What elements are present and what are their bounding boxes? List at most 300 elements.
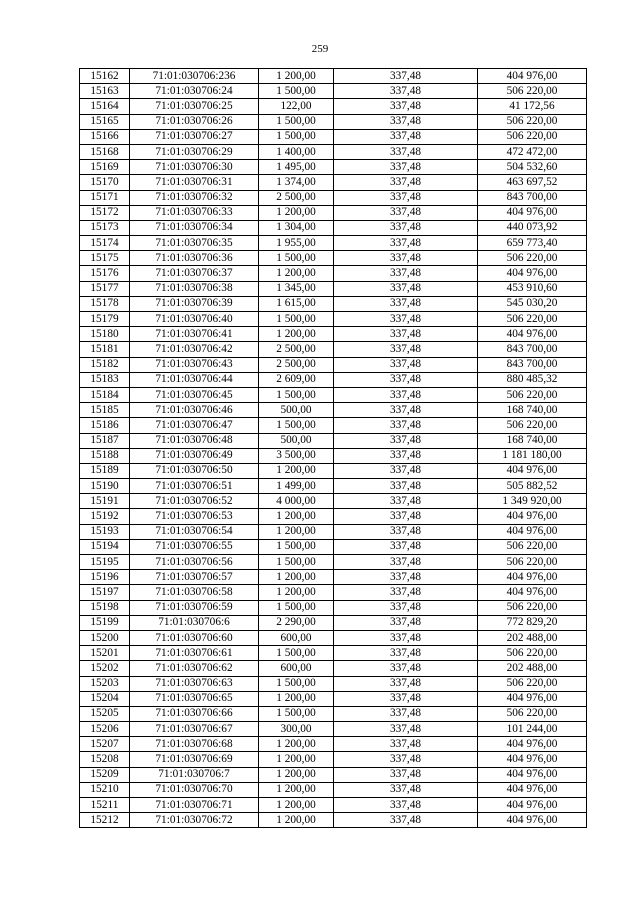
table-row [80,448,587,463]
rate-cell: 337,48 [334,327,478,342]
table-row [80,205,587,220]
rate-cell: 337,48 [334,615,478,630]
table-row [80,281,587,296]
table-row [80,752,587,767]
value-cell: 404 976,00 [478,585,587,600]
rate-cell: 337,48 [334,69,478,84]
area-cell: 2 500,00 [259,190,334,205]
area-cell: 1 500,00 [259,418,334,433]
value-cell: 880 485,32 [478,372,587,387]
area-cell: 2 500,00 [259,342,334,357]
row-number-cell: 15205 [80,706,130,721]
area-cell: 1 200,00 [259,524,334,539]
row-number-cell: 15210 [80,782,130,797]
row-number-cell: 15165 [80,114,130,129]
area-cell: 600,00 [259,661,334,676]
row-number-cell: 15198 [80,600,130,615]
value-cell: 202 488,00 [478,630,587,645]
rate-cell: 337,48 [334,737,478,752]
area-cell: 1 500,00 [259,387,334,402]
cadastral-number-cell: 71:01:030706:54 [130,524,259,539]
cadastral-number-cell: 71:01:030706:68 [130,737,259,752]
table-row [80,312,587,327]
cadastral-number-cell: 71:01:030706:72 [130,813,259,828]
table-row [80,175,587,190]
cadastral-number-cell: 71:01:030706:69 [130,752,259,767]
table-row [80,630,587,645]
area-cell: 1 500,00 [259,251,334,266]
row-number-cell: 15202 [80,661,130,676]
rate-cell: 337,48 [334,236,478,251]
cadastral-number-cell: 71:01:030706:7 [130,767,259,782]
area-cell: 1 200,00 [259,798,334,813]
row-number-cell: 15171 [80,190,130,205]
area-cell: 1 200,00 [259,782,334,797]
cadastral-number-cell: 71:01:030706:24 [130,84,259,99]
cadastral-number-cell: 71:01:030706:32 [130,190,259,205]
rate-cell: 337,48 [334,418,478,433]
value-cell: 404 976,00 [478,463,587,478]
rate-cell: 337,48 [334,782,478,797]
value-cell: 41 172,56 [478,99,587,114]
value-cell: 404 976,00 [478,524,587,539]
rate-cell: 337,48 [334,539,478,554]
cadastral-number-cell: 71:01:030706:6 [130,615,259,630]
cadastral-number-cell: 71:01:030706:25 [130,99,259,114]
table-row [80,524,587,539]
area-cell: 1 500,00 [259,84,334,99]
area-cell: 1 200,00 [259,266,334,281]
cadastral-number-cell: 71:01:030706:31 [130,175,259,190]
value-cell: 1 181 180,00 [478,448,587,463]
table-row [80,296,587,311]
value-cell: 506 220,00 [478,251,587,266]
area-cell: 1 500,00 [259,676,334,691]
area-cell: 1 495,00 [259,160,334,175]
value-cell: 404 976,00 [478,266,587,281]
area-cell: 1 615,00 [259,296,334,311]
value-cell: 506 220,00 [478,539,587,554]
rate-cell: 337,48 [334,555,478,570]
cadastral-number-cell: 71:01:030706:48 [130,433,259,448]
rate-cell: 337,48 [334,144,478,159]
value-cell: 404 976,00 [478,570,587,585]
row-number-cell: 15177 [80,281,130,296]
rate-cell: 337,48 [334,220,478,235]
row-number-cell: 15174 [80,236,130,251]
cadastral-number-cell: 71:01:030706:47 [130,418,259,433]
rate-cell: 337,48 [334,646,478,661]
rate-cell: 337,48 [334,433,478,448]
value-cell: 404 976,00 [478,752,587,767]
table-row [80,585,587,600]
cadastral-number-cell: 71:01:030706:55 [130,539,259,554]
area-cell: 1 200,00 [259,585,334,600]
table-row [80,737,587,752]
area-cell: 1 345,00 [259,281,334,296]
cadastral-number-cell: 71:01:030706:35 [130,236,259,251]
area-cell: 1 200,00 [259,767,334,782]
area-cell: 2 500,00 [259,357,334,372]
value-cell: 504 532,60 [478,160,587,175]
rate-cell: 337,48 [334,129,478,144]
table-row [80,798,587,813]
value-cell: 202 488,00 [478,661,587,676]
row-number-cell: 15178 [80,296,130,311]
area-cell: 1 374,00 [259,175,334,190]
table-row [80,266,587,281]
value-cell: 404 976,00 [478,737,587,752]
rate-cell: 337,48 [334,585,478,600]
row-number-cell: 15183 [80,372,130,387]
row-number-cell: 15168 [80,144,130,159]
value-cell: 506 220,00 [478,114,587,129]
row-number-cell: 15181 [80,342,130,357]
row-number-cell: 15163 [80,84,130,99]
row-number-cell: 15172 [80,205,130,220]
table-row [80,767,587,782]
value-cell: 440 073,92 [478,220,587,235]
row-number-cell: 15176 [80,266,130,281]
area-cell: 2 609,00 [259,372,334,387]
area-cell: 1 200,00 [259,69,334,84]
cadastral-number-cell: 71:01:030706:46 [130,403,259,418]
cadastral-number-cell: 71:01:030706:56 [130,555,259,570]
cadastral-number-cell: 71:01:030706:52 [130,494,259,509]
table-row [80,69,587,84]
table-row [80,706,587,721]
rate-cell: 337,48 [334,251,478,266]
rate-cell: 337,48 [334,403,478,418]
area-cell: 1 500,00 [259,555,334,570]
row-number-cell: 15170 [80,175,130,190]
rate-cell: 337,48 [334,190,478,205]
table-row [80,418,587,433]
row-number-cell: 15207 [80,737,130,752]
cadastral-number-cell: 71:01:030706:37 [130,266,259,281]
cadastral-number-cell: 71:01:030706:41 [130,327,259,342]
table-row [80,433,587,448]
table-row [80,813,587,828]
row-number-cell: 15196 [80,570,130,585]
rate-cell: 337,48 [334,99,478,114]
rate-cell: 337,48 [334,357,478,372]
rate-cell: 337,48 [334,722,478,737]
row-number-cell: 15203 [80,676,130,691]
area-cell: 1 200,00 [259,463,334,478]
row-number-cell: 15194 [80,539,130,554]
rate-cell: 337,48 [334,463,478,478]
value-cell: 404 976,00 [478,509,587,524]
cadastral-number-cell: 71:01:030706:51 [130,479,259,494]
table-row [80,403,587,418]
row-number-cell: 15189 [80,463,130,478]
table-row [80,372,587,387]
row-number-cell: 15208 [80,752,130,767]
value-cell: 404 976,00 [478,782,587,797]
cadastral-number-cell: 71:01:030706:53 [130,509,259,524]
rate-cell: 337,48 [334,570,478,585]
area-cell: 3 500,00 [259,448,334,463]
rate-cell: 337,48 [334,509,478,524]
value-cell: 404 976,00 [478,798,587,813]
rate-cell: 337,48 [334,84,478,99]
cadastral-number-cell: 71:01:030706:26 [130,114,259,129]
value-cell: 168 740,00 [478,433,587,448]
table-row [80,129,587,144]
area-cell: 1 400,00 [259,144,334,159]
value-cell: 506 220,00 [478,555,587,570]
area-cell: 2 290,00 [259,615,334,630]
rate-cell: 337,48 [334,479,478,494]
cadastral-number-cell: 71:01:030706:27 [130,129,259,144]
table-row [80,691,587,706]
value-cell: 772 829,20 [478,615,587,630]
value-cell: 404 976,00 [478,767,587,782]
table-row [80,615,587,630]
rate-cell: 337,48 [334,706,478,721]
table-row [80,160,587,175]
cadastral-number-cell: 71:01:030706:40 [130,312,259,327]
row-number-cell: 15186 [80,418,130,433]
area-cell: 1 500,00 [259,539,334,554]
cadastral-number-cell: 71:01:030706:44 [130,372,259,387]
row-number-cell: 15184 [80,387,130,402]
value-cell: 843 700,00 [478,357,587,372]
cadastral-number-cell: 71:01:030706:50 [130,463,259,478]
table-row [80,570,587,585]
row-number-cell: 15192 [80,509,130,524]
cadastral-number-cell: 71:01:030706:71 [130,798,259,813]
cadastral-number-cell: 71:01:030706:30 [130,160,259,175]
row-number-cell: 15173 [80,220,130,235]
value-cell: 506 220,00 [478,84,587,99]
cadastral-number-cell: 71:01:030706:34 [130,220,259,235]
rate-cell: 337,48 [334,600,478,615]
area-cell: 1 500,00 [259,600,334,615]
rate-cell: 337,48 [334,312,478,327]
cadastral-number-cell: 71:01:030706:49 [130,448,259,463]
cadastral-number-cell: 71:01:030706:70 [130,782,259,797]
area-cell: 122,00 [259,99,334,114]
area-cell: 1 200,00 [259,509,334,524]
cadastral-number-cell: 71:01:030706:236 [130,69,259,84]
row-number-cell: 15201 [80,646,130,661]
page-number: 259 [311,43,329,55]
row-number-cell: 15204 [80,691,130,706]
cadastral-number-cell: 71:01:030706:61 [130,646,259,661]
area-cell: 1 200,00 [259,205,334,220]
area-cell: 4 000,00 [259,494,334,509]
table-row [80,555,587,570]
table-row [80,99,587,114]
row-number-cell: 15164 [80,99,130,114]
table-row [80,463,587,478]
table-body [80,69,587,828]
table-row [80,220,587,235]
cadastral-number-cell: 71:01:030706:60 [130,630,259,645]
rate-cell: 337,48 [334,813,478,828]
table-row [80,494,587,509]
cadastral-number-cell: 71:01:030706:65 [130,691,259,706]
row-number-cell: 15185 [80,403,130,418]
value-cell: 506 220,00 [478,646,587,661]
table-row [80,600,587,615]
table-row [80,327,587,342]
value-cell: 463 697,52 [478,175,587,190]
value-cell: 472 472,00 [478,144,587,159]
value-cell: 404 976,00 [478,205,587,220]
cadastral-number-cell: 71:01:030706:39 [130,296,259,311]
area-cell: 1 500,00 [259,312,334,327]
value-cell: 506 220,00 [478,418,587,433]
rate-cell: 337,48 [334,160,478,175]
row-number-cell: 15211 [80,798,130,813]
row-number-cell: 15188 [80,448,130,463]
value-cell: 506 220,00 [478,706,587,721]
value-cell: 506 220,00 [478,676,587,691]
table-row [80,676,587,691]
rate-cell: 337,48 [334,524,478,539]
area-cell: 1 499,00 [259,479,334,494]
cadastral-number-cell: 71:01:030706:63 [130,676,259,691]
table-row [80,144,587,159]
area-cell: 600,00 [259,630,334,645]
row-number-cell: 15190 [80,479,130,494]
area-cell: 1 500,00 [259,706,334,721]
rate-cell: 337,48 [334,387,478,402]
area-cell: 1 200,00 [259,327,334,342]
rate-cell: 337,48 [334,798,478,813]
area-cell: 1 200,00 [259,737,334,752]
cadastral-number-cell: 71:01:030706:45 [130,387,259,402]
area-cell: 1 500,00 [259,129,334,144]
cadastral-number-cell: 71:01:030706:29 [130,144,259,159]
row-number-cell: 15166 [80,129,130,144]
value-cell: 404 976,00 [478,69,587,84]
row-number-cell: 15206 [80,722,130,737]
row-number-cell: 15182 [80,357,130,372]
cadastral-number-cell: 71:01:030706:38 [130,281,259,296]
area-cell: 500,00 [259,433,334,448]
cadastral-number-cell: 71:01:030706:66 [130,706,259,721]
table-row [80,387,587,402]
value-cell: 1 349 920,00 [478,494,587,509]
area-cell: 1 200,00 [259,752,334,767]
cadastral-number-cell: 71:01:030706:57 [130,570,259,585]
cadastral-number-cell: 71:01:030706:67 [130,722,259,737]
value-cell: 843 700,00 [478,190,587,205]
rate-cell: 337,48 [334,266,478,281]
row-number-cell: 15187 [80,433,130,448]
row-number-cell: 15169 [80,160,130,175]
row-number-cell: 15200 [80,630,130,645]
row-number-cell: 15197 [80,585,130,600]
cadastral-number-cell: 71:01:030706:33 [130,205,259,220]
rate-cell: 337,48 [334,661,478,676]
value-cell: 506 220,00 [478,129,587,144]
row-number-cell: 15209 [80,767,130,782]
area-cell: 1 200,00 [259,691,334,706]
area-cell: 1 304,00 [259,220,334,235]
area-cell: 1 955,00 [259,236,334,251]
rate-cell: 337,48 [334,205,478,220]
table-row [80,782,587,797]
row-number-cell: 15191 [80,494,130,509]
table-row [80,539,587,554]
table-row [80,479,587,494]
value-cell: 506 220,00 [478,387,587,402]
rate-cell: 337,48 [334,630,478,645]
value-cell: 545 030,20 [478,296,587,311]
rate-cell: 337,48 [334,175,478,190]
area-cell: 1 500,00 [259,646,334,661]
rate-cell: 337,48 [334,296,478,311]
value-cell: 168 740,00 [478,403,587,418]
value-cell: 404 976,00 [478,813,587,828]
area-cell: 1 200,00 [259,570,334,585]
value-cell: 101 244,00 [478,722,587,737]
rate-cell: 337,48 [334,114,478,129]
value-cell: 506 220,00 [478,312,587,327]
value-cell: 404 976,00 [478,327,587,342]
row-number-cell: 15212 [80,813,130,828]
row-number-cell: 15199 [80,615,130,630]
cadastral-number-cell: 71:01:030706:42 [130,342,259,357]
rate-cell: 337,48 [334,372,478,387]
rate-cell: 337,48 [334,448,478,463]
value-cell: 506 220,00 [478,600,587,615]
table-row [80,357,587,372]
rate-cell: 337,48 [334,342,478,357]
rate-cell: 337,48 [334,494,478,509]
cadastral-value-table [79,68,587,828]
value-cell: 659 773,40 [478,236,587,251]
rate-cell: 337,48 [334,691,478,706]
row-number-cell: 15179 [80,312,130,327]
table-row [80,646,587,661]
table-row [80,190,587,205]
table-row [80,661,587,676]
cadastral-number-cell: 71:01:030706:62 [130,661,259,676]
row-number-cell: 15195 [80,555,130,570]
table-row [80,509,587,524]
table-row [80,251,587,266]
area-cell: 300,00 [259,722,334,737]
area-cell: 1 200,00 [259,813,334,828]
table-row [80,722,587,737]
row-number-cell: 15175 [80,251,130,266]
cadastral-number-cell: 71:01:030706:36 [130,251,259,266]
row-number-cell: 15162 [80,69,130,84]
cadastral-number-cell: 71:01:030706:58 [130,585,259,600]
table-row [80,236,587,251]
value-cell: 505 882,52 [478,479,587,494]
rate-cell: 337,48 [334,767,478,782]
rate-cell: 337,48 [334,752,478,767]
table-row [80,342,587,357]
table-row [80,114,587,129]
area-cell: 500,00 [259,403,334,418]
rate-cell: 337,48 [334,676,478,691]
area-cell: 1 500,00 [259,114,334,129]
cadastral-number-cell: 71:01:030706:43 [130,357,259,372]
row-number-cell: 15193 [80,524,130,539]
value-cell: 404 976,00 [478,691,587,706]
value-cell: 843 700,00 [478,342,587,357]
rate-cell: 337,48 [334,281,478,296]
row-number-cell: 15180 [80,327,130,342]
